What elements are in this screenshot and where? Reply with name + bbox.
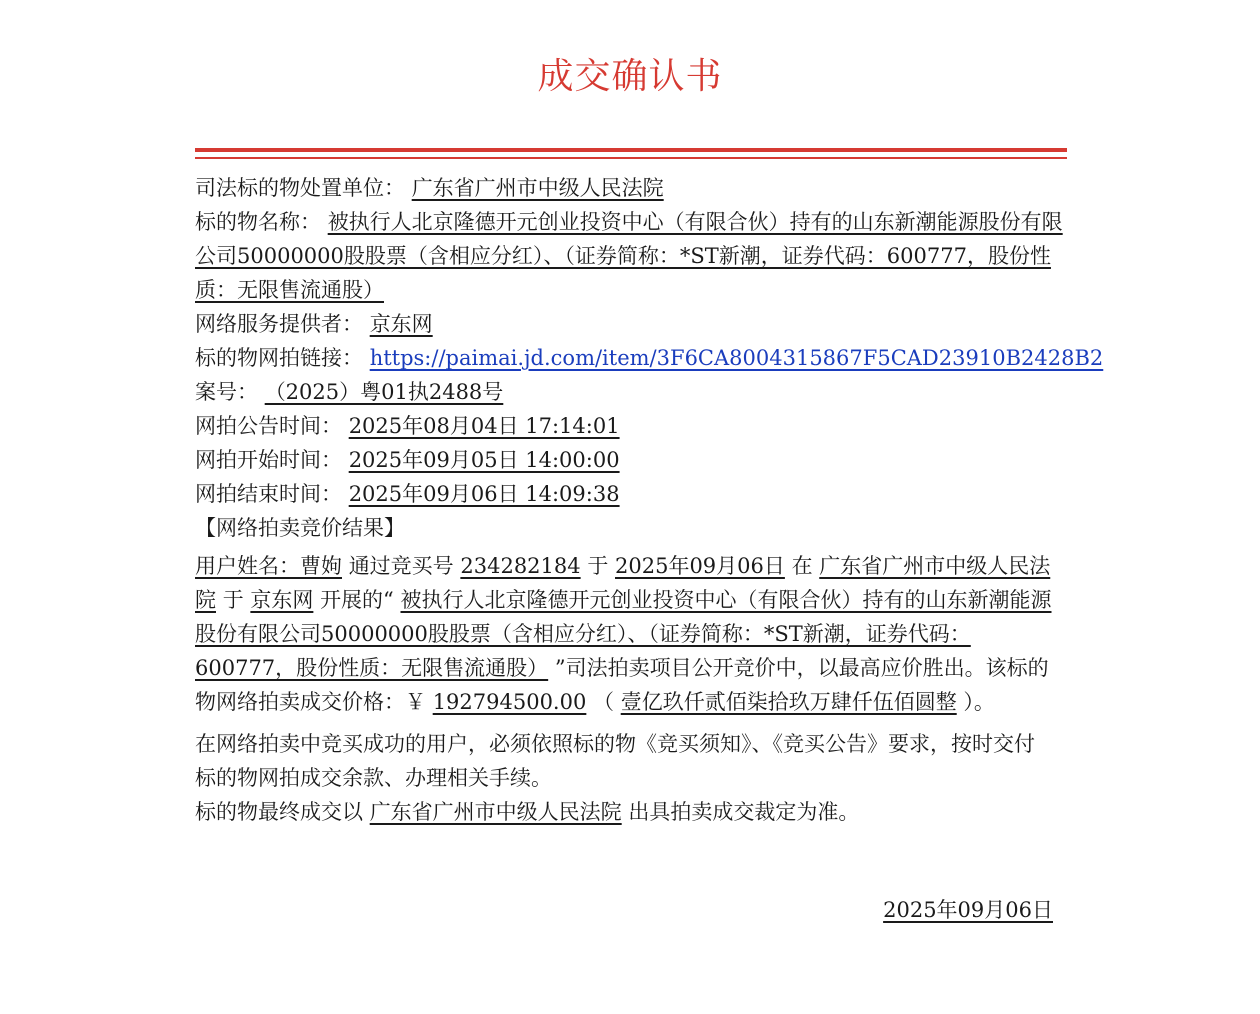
disposal-unit-value: 广东省广州市中级人民法院 (411, 176, 664, 200)
document-title: 成交确认书 (537, 56, 723, 97)
document-body (195, 171, 1104, 829)
start-time-value: 2025年09月05日 14:00:00 (348, 448, 620, 472)
winner-name: 用户姓名：曹姁 (195, 554, 342, 578)
auction-link-label: 标的物网拍链接： (195, 346, 363, 370)
end-time-row (195, 477, 1065, 511)
result-heading: 【网络拍卖竞价结果】 (195, 516, 405, 540)
payment-note: 在网络拍卖中竞买成功的用户，必须依照标的物《竞买须知》、《竞买公告》要求，按时交付标的物网拍成交余款、办理相关手续。 (195, 732, 1035, 790)
result-text-5: 开展的“ (320, 588, 394, 612)
provider-label: 网络服务提供者： (195, 312, 363, 336)
final-price-words: 壹亿玖仟贰佰柒拾玖万肆仟伍佰圆整 (620, 690, 957, 714)
result-paragraph (195, 549, 1065, 719)
announce-time-value: 2025年08月04日 17:14:01 (348, 414, 620, 438)
result-text-8: ）。 (963, 690, 995, 714)
final-price: 192794500.00 (432, 690, 587, 714)
item-name-value: 被执行人北京隆德开元创业投资中心（有限合伙）持有的山东新潮能源股份有限公司50000000股股票（含相应分红）、（证券简称：*ST新潮，证券代码：600777，股份性质：无限售流通股） (195, 210, 1063, 302)
final-ruling-pre: 标的物最终成交以 (195, 800, 363, 824)
disposal-unit-label: 司法标的物处置单位： (195, 176, 405, 200)
result-text-2: 于 (587, 554, 609, 578)
announce-time-label: 网拍公告时间： (195, 414, 342, 438)
final-ruling-note (195, 795, 1065, 829)
case-number-label: 案号： (195, 380, 258, 404)
provider-row (195, 307, 1065, 341)
start-time-row (195, 443, 1065, 477)
disposal-unit-row (195, 171, 1065, 205)
result-item: 被执行人北京隆德开元创业投资中心（有限合伙）持有的山东新潮能源股份有限公司50000000股股票（含相应分红）、（证券简称：*ST新潮，证券代码：600777，股份性质：无限售流通股） (195, 588, 1052, 680)
result-text-7: （ (593, 690, 615, 714)
result-text-1: 通过竞买号 (348, 554, 454, 578)
result-date: 2025年09月06日 (615, 554, 785, 578)
auction-link-row (195, 341, 1104, 375)
end-time-value: 2025年09月06日 14:09:38 (348, 482, 620, 506)
end-time-label: 网拍结束时间： (195, 482, 342, 506)
item-name-row (195, 205, 1065, 307)
final-ruling-post: 出具拍卖成交裁定为准。 (628, 800, 860, 824)
title-divider-thin (195, 157, 1067, 159)
item-name-label: 标的物名称： (195, 210, 321, 234)
start-time-label: 网拍开始时间： (195, 448, 342, 472)
result-text-6: ”司法拍卖项目公开竞价中，以最高应价胜出。该标的物网络拍卖成交价格：￥ (195, 656, 1049, 714)
case-number-row (195, 375, 1065, 409)
auction-link[interactable]: https://paimai.jd.com/item/3F6CA8004315867F5CAD23910B2428B2 (369, 346, 1104, 370)
provider-value: 京东网 (369, 312, 433, 336)
result-court: 广东省广州市中级人民法院 (195, 554, 1051, 612)
final-ruling-court: 广东省广州市中级人民法院 (369, 800, 622, 824)
result-platform: 京东网 (250, 588, 314, 612)
title-divider-thick (195, 148, 1067, 152)
result-text-3: 在 (791, 554, 813, 578)
case-number-value: （2025）粤01执2488号 (264, 380, 504, 404)
bid-number: 234282184 (460, 554, 581, 578)
announce-time-row (195, 409, 1065, 443)
signature-date: 2025年09月06日 (883, 898, 1053, 922)
result-text-4: 于 (222, 588, 244, 612)
